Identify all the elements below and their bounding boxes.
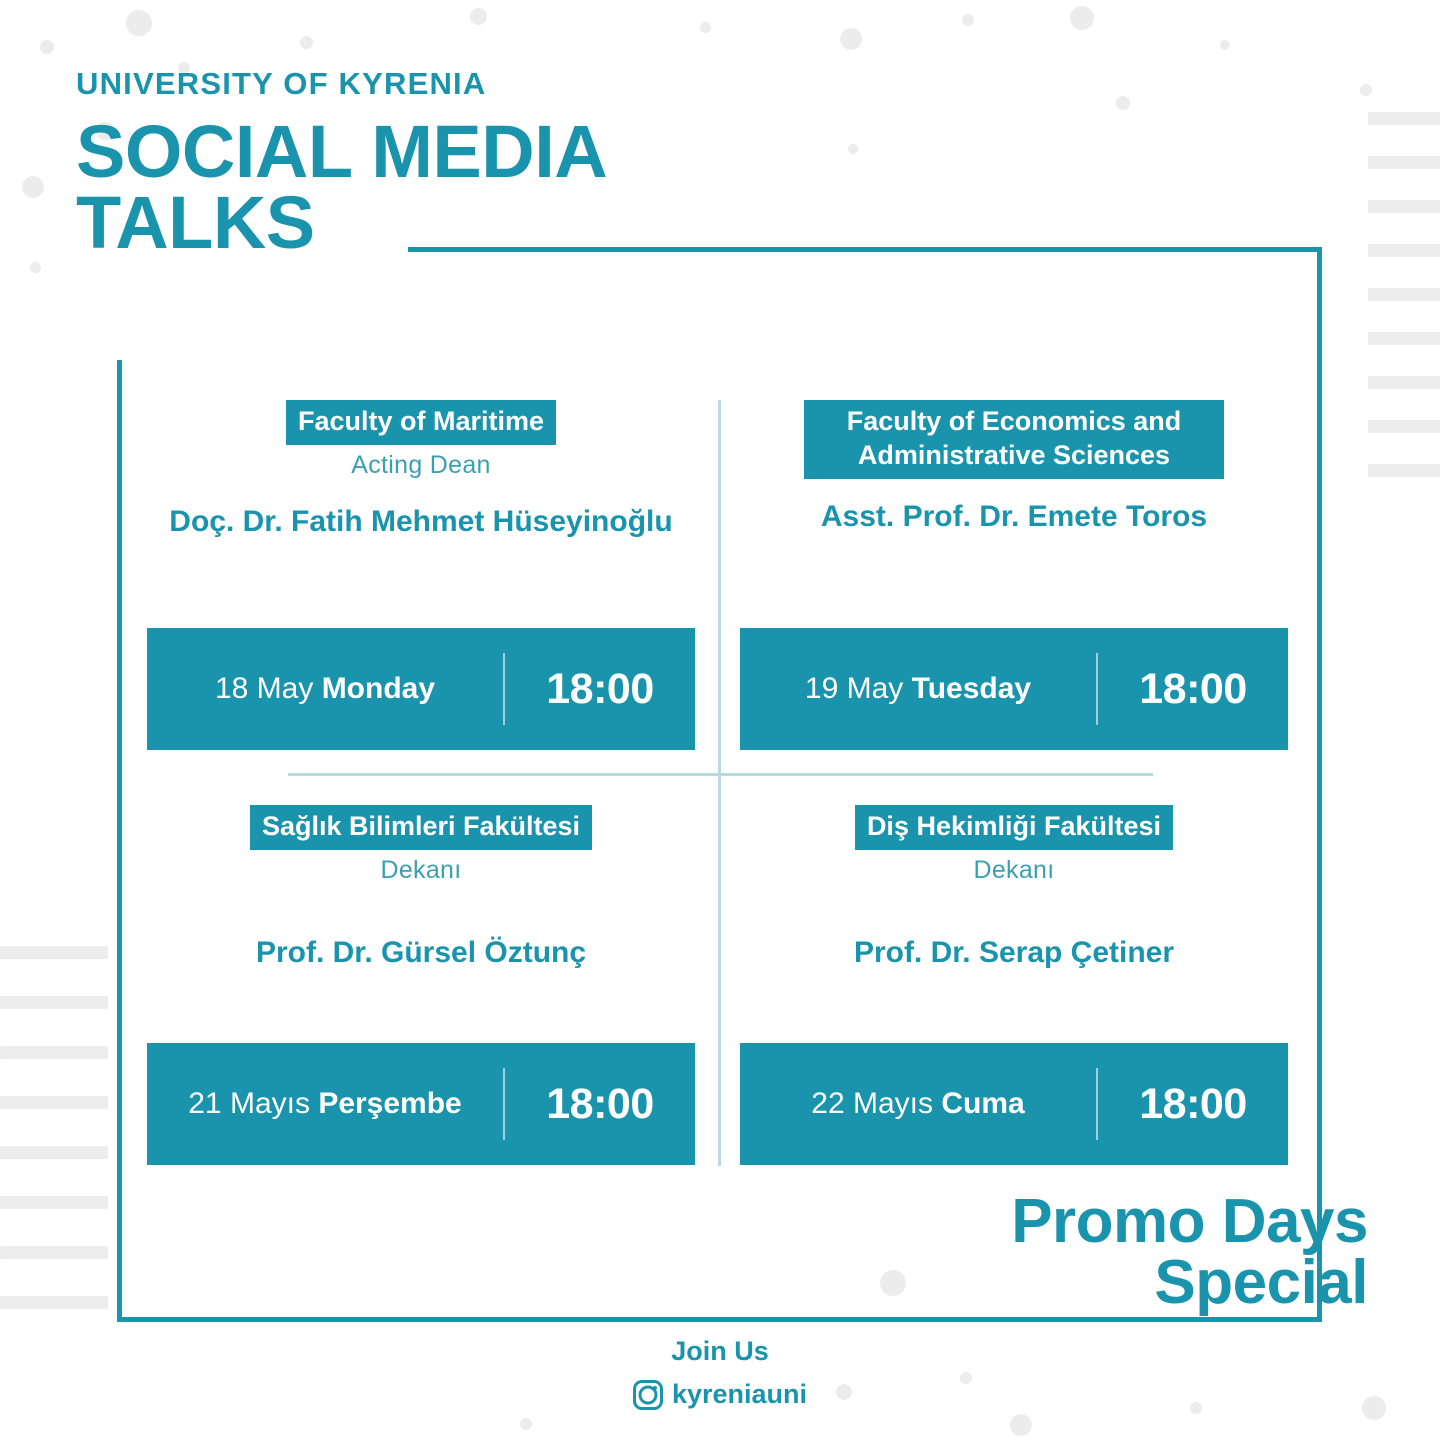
title-line-1: SOCIAL MEDIA (76, 110, 608, 193)
promo-banner (1011, 1187, 1368, 1317)
decor-bar (0, 1096, 108, 1109)
decor-bar (0, 1296, 108, 1309)
decor-bar (0, 1246, 108, 1259)
decor-dot (470, 8, 487, 25)
session-date (147, 672, 503, 706)
decor-dot (126, 10, 152, 36)
decor-bar (0, 1046, 108, 1059)
decor-bar (0, 996, 108, 1009)
session-role: Acting Dean (351, 450, 491, 479)
decor-bar (0, 1196, 108, 1209)
session-date-weekday: Monday (321, 672, 436, 705)
session-card (740, 400, 1288, 713)
frame-bottom-line (117, 1317, 1322, 1322)
sessions-grid (147, 400, 1295, 1160)
decor-bar (1368, 200, 1440, 213)
session-faculty-wrap (147, 400, 695, 445)
session-date (740, 672, 1096, 706)
session-faculty-wrap (740, 400, 1288, 479)
instagram-icon (633, 1380, 663, 1410)
session-speaker: Prof. Dr. Gürsel Öztunç (255, 935, 587, 969)
join-us-label: Join Us (671, 1336, 769, 1366)
session-date (740, 1087, 1096, 1121)
decor-dot (880, 1270, 906, 1296)
session-timebar (147, 1043, 695, 1165)
frame-right-line (1317, 247, 1322, 1322)
promo-line-2: Special (1154, 1247, 1368, 1317)
session-time: 18:00 (546, 664, 654, 713)
decor-dot (30, 262, 41, 273)
session-date-weekday: Perşembe (318, 1087, 462, 1120)
decor-bar (1368, 332, 1440, 345)
decor-dot (962, 14, 974, 26)
session-date-day: 18 May (214, 672, 322, 705)
decor-bar (1368, 288, 1440, 301)
session-faculty: Sağlık Bilimleri Fakültesi (250, 805, 592, 850)
session-faculty: Faculty of Economics and Administrative Sciences (804, 400, 1224, 479)
decor-bar (1368, 244, 1440, 257)
session-date-day: 22 Mayıs (811, 1087, 942, 1120)
session-faculty: Diş Hekimliği Fakültesi (855, 805, 1173, 850)
decor-dot (840, 28, 862, 50)
session-faculty-wrap (147, 805, 695, 850)
frame-left-line (117, 360, 122, 1322)
decor-bar (0, 1146, 108, 1159)
decor-dot (1116, 96, 1130, 110)
frame-top-line (408, 247, 1322, 252)
decor-bar (1368, 376, 1440, 389)
session-time: 18:00 (546, 1079, 654, 1128)
session-faculty-wrap (740, 805, 1288, 850)
session-card (147, 805, 695, 1128)
decor-bar (0, 946, 108, 959)
session-time: 18:00 (1139, 1079, 1247, 1128)
decor-bar (1368, 420, 1440, 433)
decor-dot (22, 176, 44, 198)
session-timebar (740, 628, 1288, 750)
poster-header (76, 66, 608, 265)
decor-dot (520, 1418, 532, 1430)
university-name: UNIVERSITY OF KYRENIA (76, 66, 487, 101)
decor-bar (1368, 464, 1440, 477)
social-handle-row[interactable] (0, 1379, 1440, 1410)
promo-line-1: Promo Days (1011, 1187, 1368, 1256)
session-timebar (147, 628, 695, 750)
grid-horizontal-divider (288, 773, 1153, 776)
session-speaker: Asst. Prof. Dr. Emete Toros (820, 499, 1208, 533)
decor-bar (1368, 112, 1440, 125)
title-line-2: TALKS (76, 181, 315, 265)
decor-dot (700, 22, 711, 33)
session-time: 18:00 (1139, 664, 1247, 713)
grid-vertical-divider (718, 400, 721, 1166)
session-date-day: 19 May (804, 672, 912, 705)
decor-dot (300, 36, 313, 49)
decor-dot (848, 144, 858, 154)
page-title (76, 110, 608, 265)
decor-dot (1220, 40, 1230, 50)
session-speaker: Doç. Dr. Fatih Mehmet Hüseyinoğlu (169, 504, 673, 538)
session-faculty: Faculty of Maritime (286, 400, 556, 445)
decor-dot (1070, 6, 1094, 30)
instagram-handle[interactable]: kyreniauni (671, 1379, 808, 1409)
session-role: Dekanı (973, 855, 1055, 884)
session-card (147, 400, 695, 713)
session-card (740, 805, 1288, 1128)
decor-bar (1368, 156, 1440, 169)
decor-dot (1010, 1414, 1032, 1436)
session-speaker: Prof. Dr. Serap Çetiner (853, 935, 1175, 969)
decor-dot (1360, 84, 1372, 96)
session-date-day: 21 Mayıs (188, 1087, 319, 1120)
session-date (147, 1087, 503, 1121)
session-timebar (740, 1043, 1288, 1165)
decor-dot (40, 40, 54, 54)
session-role: Dekanı (380, 855, 462, 884)
session-date-weekday: Cuma (941, 1087, 1025, 1120)
session-date-weekday: Tuesday (911, 672, 1032, 705)
